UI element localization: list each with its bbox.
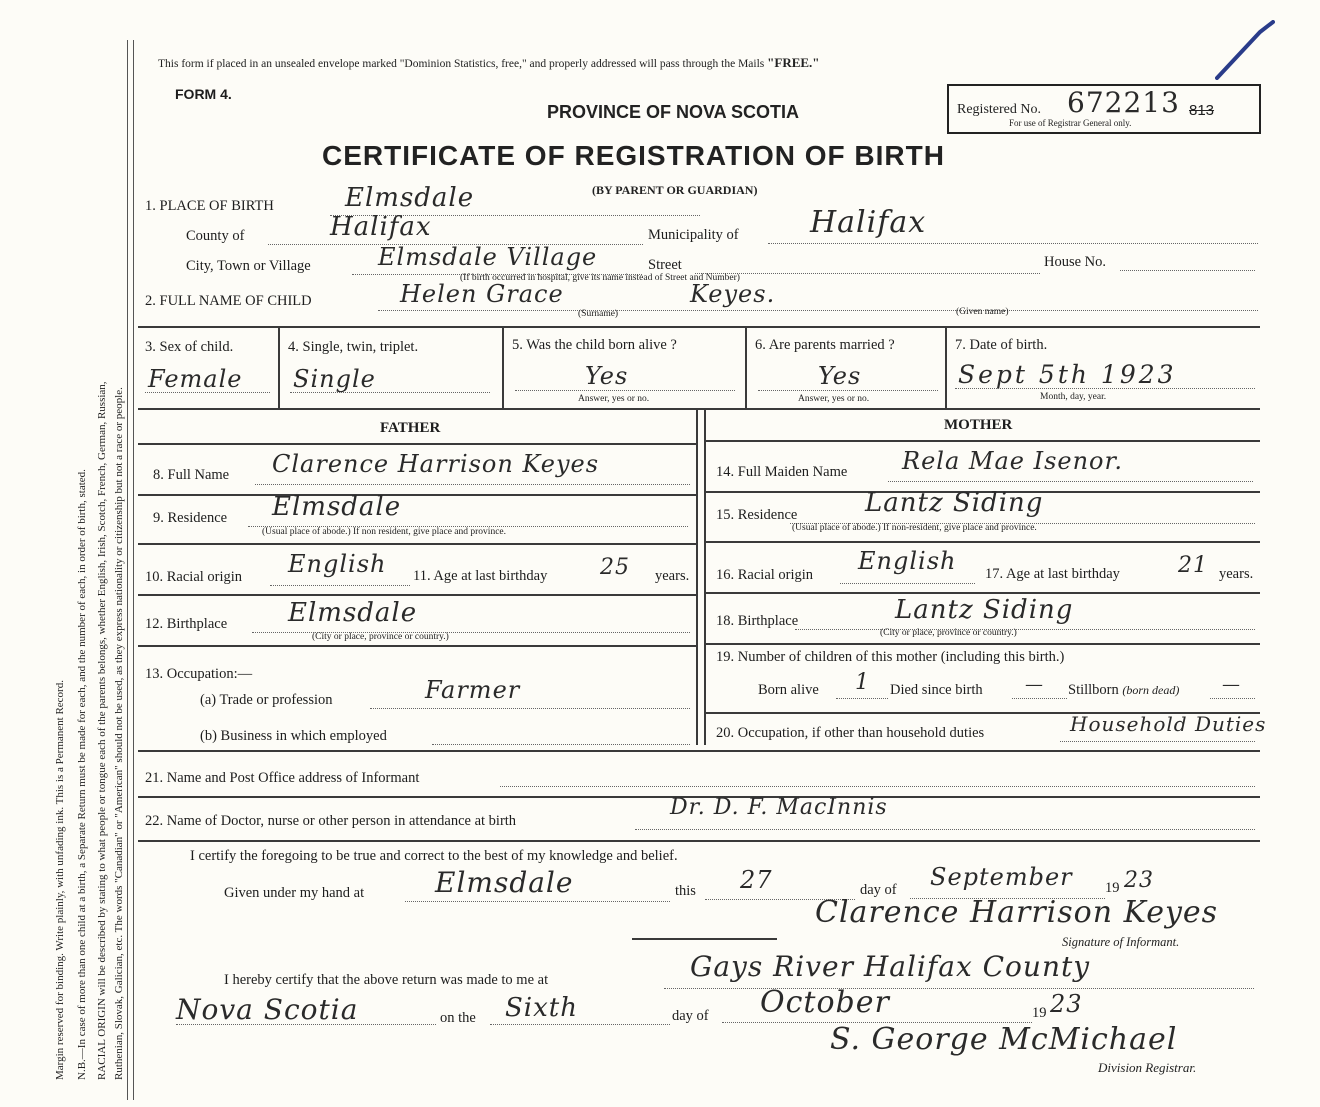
registrar-day: Sixth [505,993,578,1023]
binding-margin-line [127,40,134,1100]
registrar-place-line2: Nova Scotia [176,993,359,1026]
mother-residence-label: 15. Residence [716,507,798,523]
city-value: Elmsdale Village [378,243,598,271]
child-given-names: Helen Grace [400,280,564,308]
father-name-value: Clarence Harrison Keyes [272,450,600,478]
mail-notice [158,55,820,71]
born-alive-count-value: 1 [855,670,870,695]
mother-birthplace-value: Lantz Siding [895,595,1074,625]
father-racial-value: English [288,550,387,578]
day-of-label: day of [860,882,897,898]
plurality-value: Single [293,365,376,393]
stillborn-label [1068,682,1179,699]
registrar-statement: I hereby certify that the above return was made to me at [224,972,549,988]
born-alive-value: Yes [585,362,629,390]
mother-birthplace-note: (City or place, province or country.) [880,628,1017,638]
this-label: this [675,883,696,899]
given-at-label: Given under my hand at [224,885,365,901]
father-residence-label: 9. Residence [153,510,228,526]
business-label: (b) Business in which employed [200,728,387,744]
dob-label: 7. Date of birth. [955,337,1048,353]
mother-occupation-value: Household Duties [1070,712,1267,736]
registrar-day-of-label: day of [672,1008,709,1024]
mother-residence-value: Lantz Siding [865,488,1044,518]
father-years-label: years. [655,568,690,584]
dob-value: Sept 5th 1923 [958,360,1177,389]
doctor-label: 22. Name of Doctor, nurse or other person in attendance at birth [145,813,517,829]
sex-label: 3. Sex of child. [145,339,234,355]
mail-free: "FREE." [767,55,820,70]
mother-occupation-label: 20. Occupation, if other than household duties [716,725,985,741]
informant-signature: Clarence Harrison Keyes [815,895,1219,930]
registrar-signature-label: Division Registrar. [1098,1060,1197,1075]
registrar-place: Gays River Halifax County [690,950,1091,983]
mother-birthplace-label: 18. Birthplace [716,613,799,629]
registrar-signature: S. George McMichael [830,1022,1178,1057]
house-number-label: House No. [1044,254,1107,270]
occupation-label: 13. Occupation:— [145,666,253,682]
child-name-label: 2. FULL NAME OF CHILD [145,293,312,309]
certify-month: September [930,863,1073,891]
pen-mark-icon [1215,20,1275,80]
plurality-label: 4. Single, twin, triplet. [288,339,419,355]
father-age-label: 11. Age at last birthday [413,568,548,584]
informant-label: 21. Name and Post Office address of Informant [145,770,420,786]
registered-struck-number: 813 [1189,102,1215,119]
informant-signature-label: Signature of Informant. [1062,935,1180,949]
mother-name-label: 14. Full Maiden Name [716,464,848,480]
form-number: FORM 4. [175,86,232,102]
child-surname: Keyes. [690,280,776,308]
page-subtitle: (BY PARENT OR GUARDIAN) [592,183,758,197]
province-heading: PROVINCE OF NOVA SCOTIA [547,102,800,122]
married-note: Answer, yes or no. [798,394,870,404]
father-residence-note: (Usual place of abode.) If non resident, give place and province. [262,527,506,537]
married-value: Yes [818,362,862,390]
place-of-birth-value: Elmsdale [345,183,475,213]
father-racial-label: 10. Racial origin [145,569,243,585]
margin-note-1: Margin reserved for binding. Write plainly, with unfading ink. This is a Permanent Record. [54,680,66,1080]
father-residence-value: Elmsdale [272,492,402,522]
mother-age-label: 17. Age at last birthday [985,566,1120,582]
mother-name-value: Rela Mae Isenor. [902,447,1123,475]
municipality-value: Halifax [810,205,927,240]
dob-note: Month, day, year. [1040,392,1107,402]
mother-racial-label: 16. Racial origin [716,567,814,583]
father-birthplace-note: (City or place, province or country.) [312,632,449,642]
city-label: City, Town or Village [186,258,311,274]
registrar-year: 23 [1050,990,1083,1018]
given-name-note: (Given name) [956,307,1009,317]
doctor-value: Dr. D. F. MacInnis [670,795,888,820]
trade-label: (a) Trade or profession [200,692,333,708]
registrar-note: For use of Registrar General only. [1009,118,1132,128]
street-label: Street [648,257,682,273]
father-birthplace-value: Elmsdale [288,598,418,628]
stillborn-note: (born dead) [1122,683,1180,697]
sex-value: Female [148,365,243,393]
died-since-birth-value: — [1025,674,1044,695]
place-of-birth-label: 1. PLACE OF BIRTH [145,198,274,214]
father-heading: FATHER [380,420,441,436]
county-label: County of [186,228,245,244]
mother-residence-note: (Usual place of abode.) If non-resident, give place and province. [792,523,1037,533]
certify-year: 23 [1124,868,1154,893]
mother-age-value: 21 [1178,553,1208,578]
stillborn-label-text: Stillborn [1068,682,1119,698]
page-title: CERTIFICATE OF REGISTRATION OF BIRTH [322,140,945,171]
mother-years-label: years. [1219,566,1254,582]
died-since-birth-label: Died since birth [890,682,983,698]
margin-note-3: RACIAL ORIGIN will be described by stating to what people or tongue each of the parents belongs, whether English, Irish, Scotch, French, German, Russian, [96,381,108,1080]
surname-note: (Surname) [578,309,619,319]
on-the-label: on the [440,1010,476,1026]
mother-racial-value: English [858,547,957,575]
hospital-note: (If birth occurred in hospital, give its name instead of Street and Number) [460,273,740,283]
mother-heading: MOTHER [944,417,1013,433]
alive-note: Answer, yes or no. [578,394,650,404]
father-name-label: 8. Full Name [153,467,230,483]
trade-value: Farmer [425,676,521,704]
father-age-value: 25 [600,555,630,580]
father-birthplace-label: 12. Birthplace [145,616,228,632]
given-at-value: Elmsdale [435,866,574,899]
registered-number-box [947,84,1261,134]
county-value: Halifax [330,212,432,242]
born-alive-count-label: Born alive [758,682,819,698]
certify-statement: I certify the foregoing to be true and correct to the best of my knowledge and belief. [190,848,678,864]
certify-year-prefix: 19 [1105,880,1120,896]
mail-notice-text: This form if placed in an unsealed envelope marked "Dominion Statistics, free," and properly addressed will pass through the Mails [158,58,765,70]
registered-label: Registered No. [957,102,1041,117]
registrar-year-prefix: 19 [1032,1005,1047,1021]
registered-number: 672213 [1067,86,1180,119]
born-alive-label: 5. Was the child born alive ? [512,337,677,353]
married-label: 6. Are parents married ? [755,337,895,353]
children-count-label: 19. Number of children of this mother (including this birth.) [716,649,1065,665]
stillborn-value: — [1222,674,1241,695]
municipality-label: Municipality of [648,227,739,243]
certify-day: 27 [740,866,773,894]
margin-note-4: Ruthenian, Slovak, Galician, etc. The words "Canadian" or "American" should not be used, as they express nationality or citizenship but not a race or people. [113,387,125,1080]
registrar-month: October [760,985,890,1020]
margin-note-2: N.B.—In case of more than one child at a birth, a Separate Return must be made for each, and the number of each, in order of birth, stated. [76,469,88,1080]
